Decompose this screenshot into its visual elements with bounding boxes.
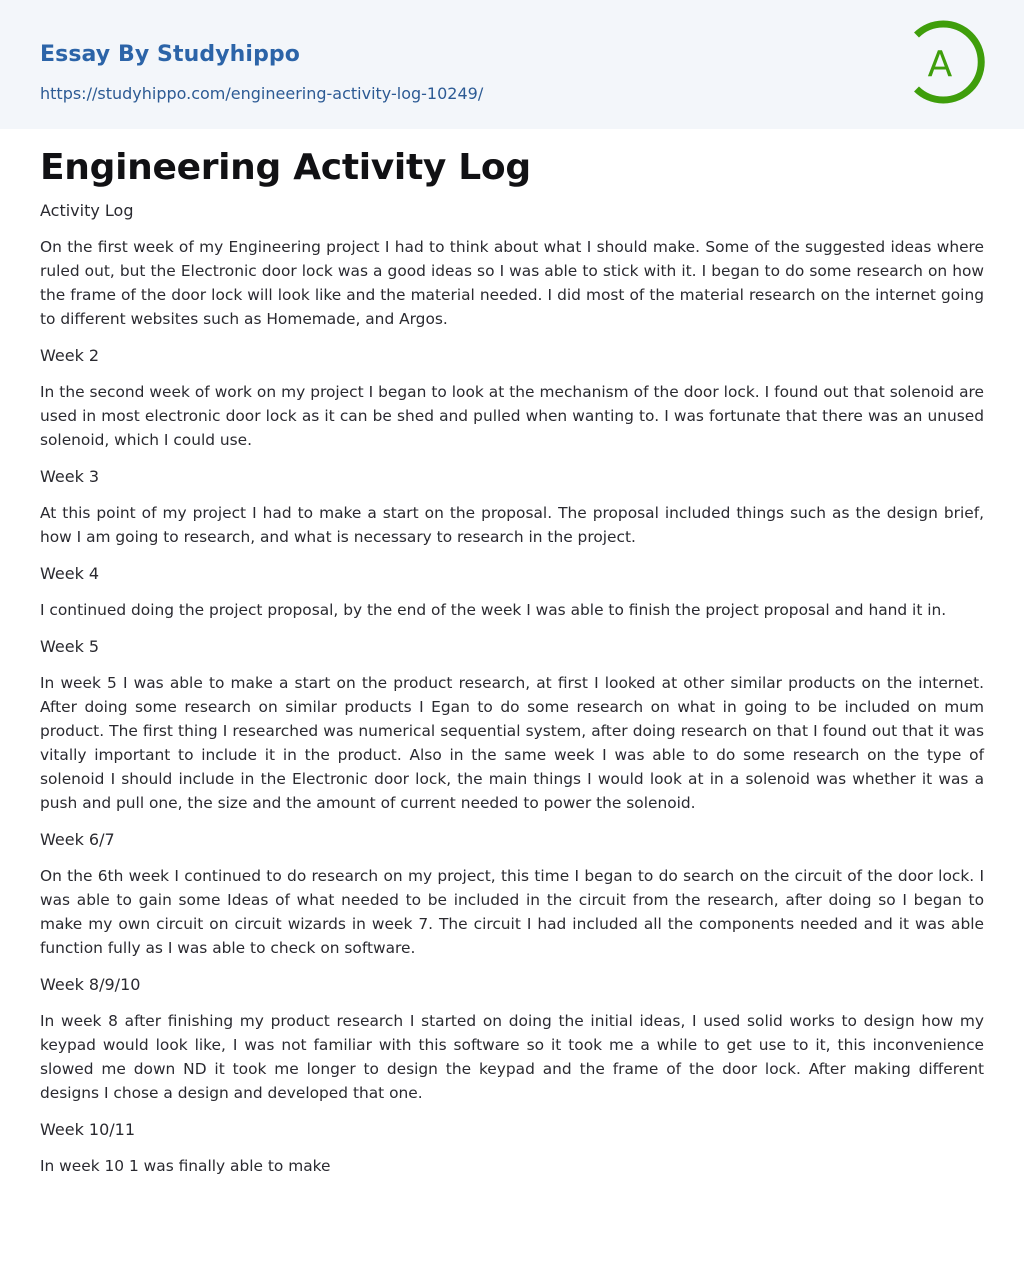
essay-url-link[interactable]: https://studyhippo.com/engineering-activity-log-10249/ [40,84,484,103]
week-paragraph: At this point of my project I had to make a start on the proposal. The proposal included things such as the design brief, how I am going to research, and what is necessary to research in the project. [40,504,984,546]
week-heading: Week 10/11 [40,1120,136,1139]
brand-title: Essay By Studyhippo [40,42,300,67]
week-paragraph: In week 10 1 was finally able to make [40,1157,331,1175]
week-heading: Week 6/7 [40,830,115,849]
intro-paragraph: On the first week of my Engineering project I had to think about what I should make. Some of the suggested ideas where ruled out, but the Electronic door lock was a good ideas so I was able to stick with it. I began to do some research on how the frame of the door lock will look like and the material needed. I did most of the material research on the internet going to different websites such as Homemade, and Argos. [40,238,984,328]
page-title: Engineering Activity Log [40,147,531,188]
week-paragraph: I continued doing the project proposal, by the end of the week I was able to finish the project proposal and hand it in. [40,601,947,619]
site-header [0,0,1024,129]
studyhippo-logo-icon[interactable] [904,18,988,106]
week-heading: Week 3 [40,467,100,486]
week-heading: Week 8/9/10 [40,975,141,994]
week-paragraph: In the second week of work on my project I began to look at the mechanism of the door lock. I found out that solenoid are used in most electronic door lock as it can be shed and pulled when wanting to. I was fortunate that there was an unused solenoid, which I could use. [40,383,984,449]
article-content [0,146,1024,1218]
article-subtitle: Activity Log [40,201,134,220]
week-heading: Week 4 [40,564,100,583]
week-paragraph: On the 6th week I continued to do research on my project, this time I began to do search on the circuit of the door lock. I was able to gain some Ideas of what needed to be included in the circuit from the research, after doing so I began to make my own circuit on circuit wizards in week 7. The circuit I had included all the components needed and it was able function fully as I was able to check on software. [40,867,984,957]
week-heading: Week 2 [40,346,100,365]
week-heading: Week 5 [40,637,100,656]
week-paragraph: In week 5 I was able to make a start on the product research, at first I looked at other similar products on the internet. After doing some research on similar products I Egan to do some research on what in going to be included on mum product. The first thing I researched was numerical sequential system, after doing research on that I found out that it was vitally important to include it in the product. Also in the same week I was able to do some research on the type of solenoid I should include in the Electronic door lock, the main things I would look at in a solenoid was whether it was a push and pull one, the size and the amount of current needed to power the solenoid. [40,674,984,812]
week-paragraph: In week 8 after finishing my product research I started on doing the initial ideas, I used solid works to design how my keypad would look like, I was not familiar with this software so it took me a while to get use to it, this inconvenience slowed me down ND it took me longer to design the keypad and the frame of the door lock. After making different designs I chose a design and developed that one. [40,1012,984,1102]
svg-text:A: A [927,44,953,85]
